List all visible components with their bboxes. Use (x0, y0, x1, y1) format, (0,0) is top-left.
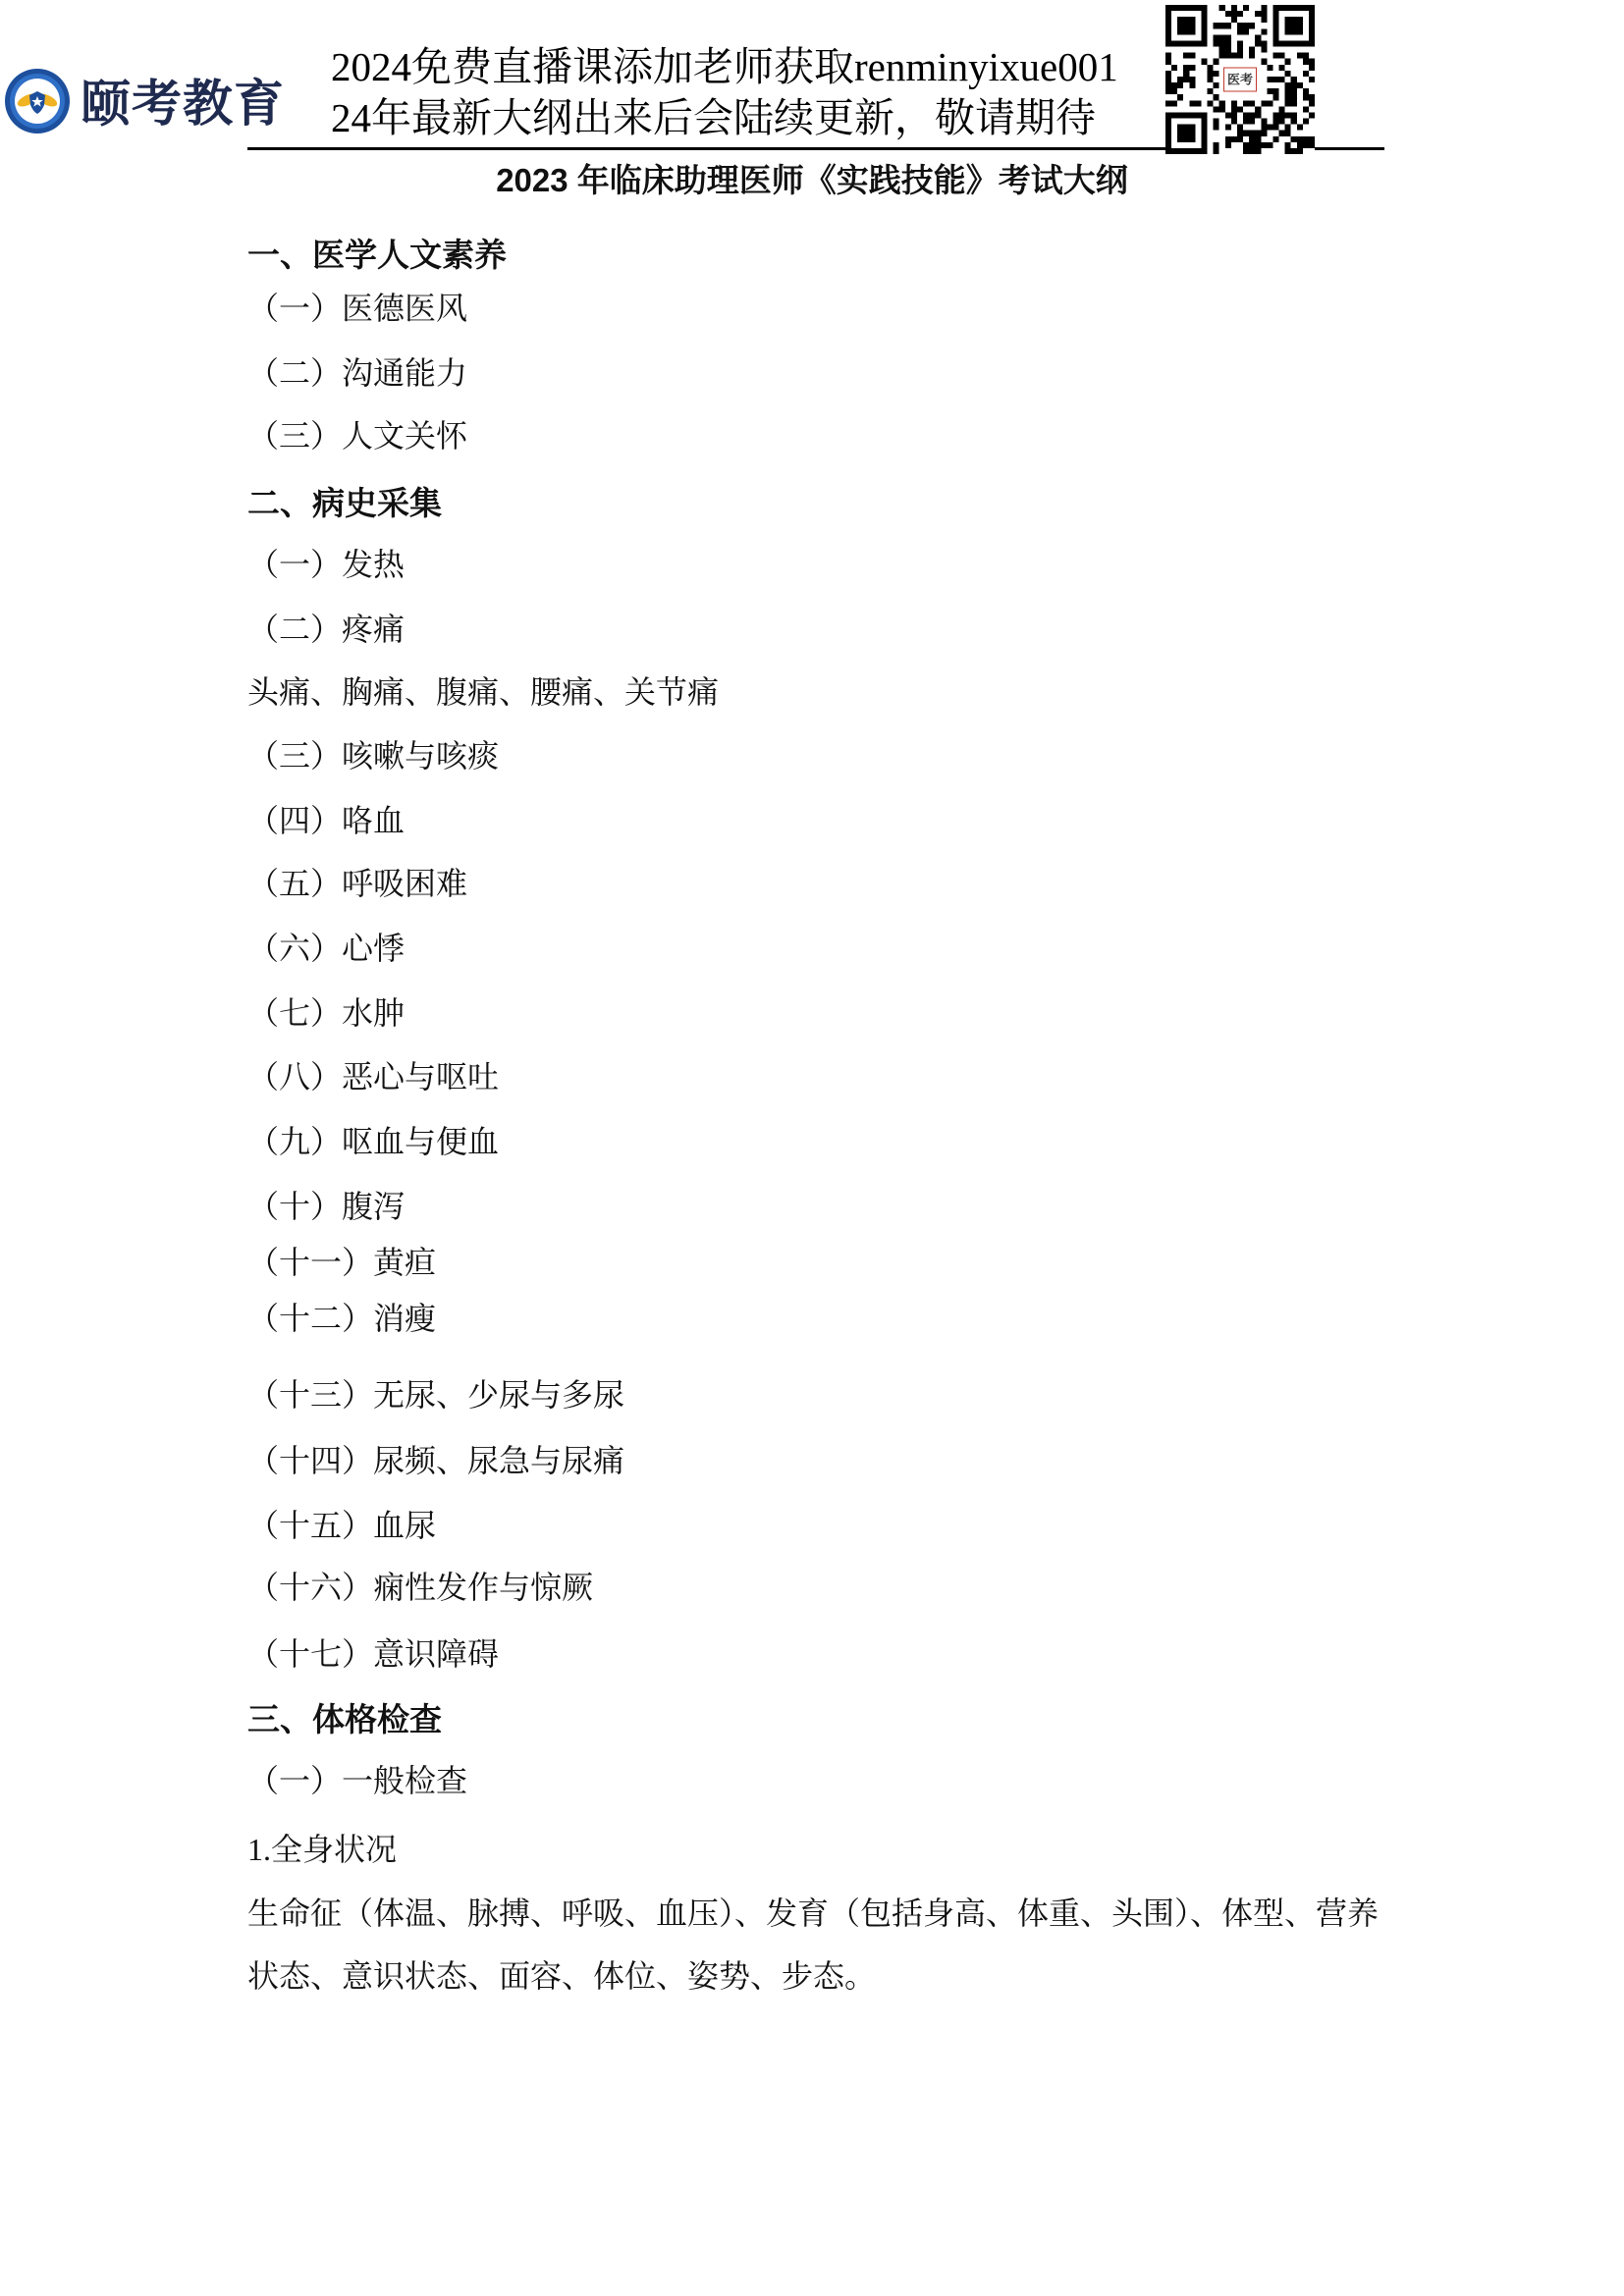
section-heading: 三、体格检查 (247, 1701, 442, 1737)
document-title: 2023 年临床助理医师《实践技能》考试大纲 (496, 162, 1128, 198)
outline-item: （六）心悸 (247, 931, 406, 966)
brand-name: 颐考教育 (81, 76, 286, 132)
outline-item: （四）咯血 (247, 803, 406, 838)
outline-item: （十三）无尿、少尿与多尿 (247, 1377, 625, 1413)
outline-subitem: 1.全身状况 (247, 1832, 398, 1867)
outline-item: （十）腹泻 (247, 1189, 406, 1224)
outline-item: （一）发热 (247, 547, 406, 582)
outline-subtext: 头痛、胸痛、腹痛、腰痛、关节痛 (247, 674, 720, 710)
outline-item: （三）咳嗽与咳痰 (247, 738, 500, 774)
outline-item: （十一）黄疸 (247, 1245, 437, 1280)
qr-center-logo: 医考 (1223, 68, 1257, 92)
outline-item: （二）沟通能力 (247, 355, 468, 391)
outline-item: （三）人文关怀 (247, 418, 468, 454)
emblem-icon (4, 68, 71, 134)
outline-item: （十五）血尿 (247, 1508, 437, 1543)
outline-item: （一）医德医风 (247, 291, 468, 326)
outline-item: （十四）尿频、尿急与尿痛 (247, 1443, 625, 1478)
outline-item: （八）恶心与呕吐 (247, 1059, 500, 1095)
section-heading: 一、医学人文素养 (247, 237, 507, 273)
qr-code-icon (1165, 5, 1315, 154)
outline-item: （九）呕血与便血 (247, 1124, 500, 1159)
outline-item: （十七）意识障碍 (247, 1636, 500, 1672)
outline-item: （一）一般检查 (247, 1763, 468, 1798)
outline-item: （七）水肿 (247, 995, 406, 1031)
outline-item: （十二）消瘦 (247, 1301, 437, 1336)
outline-item: （五）呼吸困难 (247, 866, 468, 901)
promo-line-2: 24年最新大纲出来后会陆续更新，敬请期待 (331, 95, 1096, 140)
section-heading: 二、病史采集 (247, 485, 442, 521)
outline-item: （十六）痫性发作与惊厥 (247, 1570, 594, 1605)
outline-paragraph: 生命征（体温、脉搏、呼吸、血压）、发育（包括身高、体重、头围）、体型、营养状态、意识状态、面容、体位、姿势、步态。 (247, 1896, 1380, 1994)
outline-item: （二）疼痛 (247, 612, 406, 647)
promo-line-1: 2024免费直播课添加老师获取renminyixue001 (331, 44, 1118, 89)
